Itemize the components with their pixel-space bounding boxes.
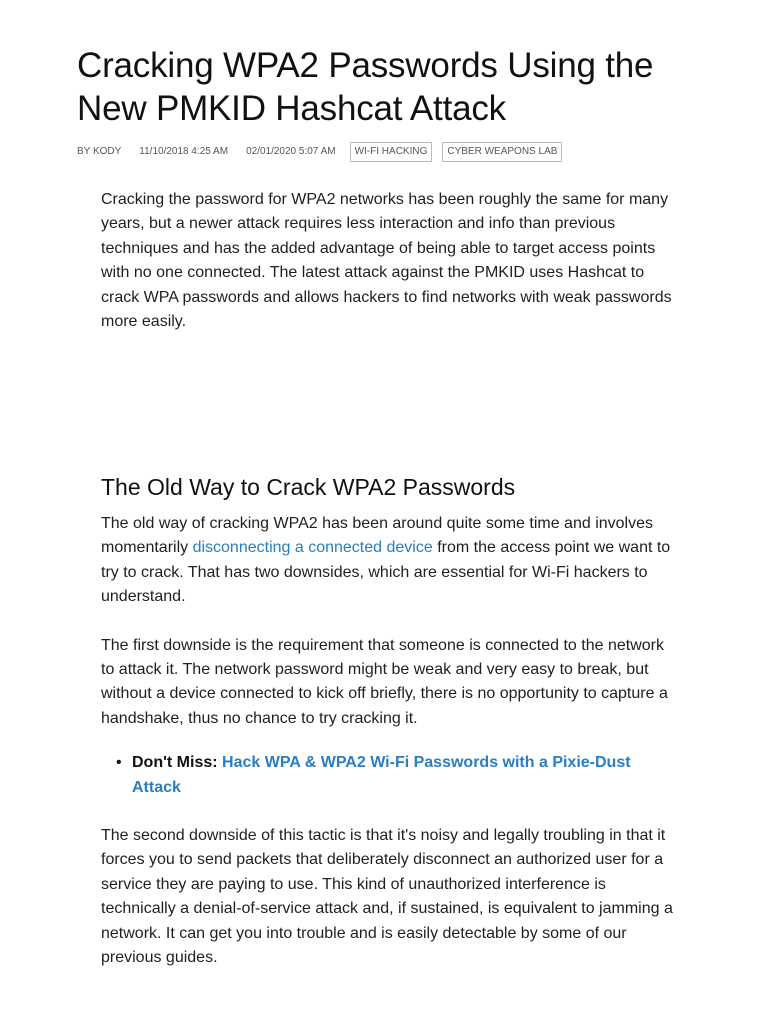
- bullet-icon: •: [116, 754, 122, 772]
- paragraph-text: The old way of cracking WPA2 has been around quite some time and involves momentarily: [101, 515, 653, 557]
- paragraph-old-way: [101, 512, 676, 610]
- section-heading: The Old Way to Crack WPA2 Passwords: [101, 474, 516, 500]
- article-body: [101, 512, 676, 971]
- paragraph-first-downside: The first downside is the requirement that someone is connected to the network to attack it. The network password might be weak and very easy to break, but without a device connected to kick off briefly, there is no opportunity to capture a handshake, thus no chance to try cracking it.: [101, 636, 668, 727]
- article-title: Cracking WPA2 Passwords Using the New PMKID Hashcat Attack: [77, 46, 654, 128]
- disconnect-device-link[interactable]: disconnecting a connected device: [192, 539, 433, 557]
- dont-miss-item: [101, 751, 676, 800]
- pixie-dust-link[interactable]: Hack WPA & WPA2 Wi-Fi Passwords with a Pixie-Dust Attack: [132, 754, 631, 796]
- updated-date: 02/01/2020 5:07 AM: [246, 146, 336, 157]
- paragraph-second-downside: The second downside of this tactic is that it's noisy and legally troubling in that it forces you to send packets that deliberately disconnect an authorized user for a service they are paying to use. This kind of unauthorized interference is technically a denial-of-service attack and, if sustained, is equivalent to jamming a network. It can get you into trouble and is easily detectable by some of our previous guides.: [101, 827, 673, 967]
- author-byline[interactable]: BY KODY: [77, 146, 122, 157]
- published-date: 11/10/2018 4:25 AM: [139, 146, 229, 157]
- article-intro: [101, 188, 676, 334]
- paragraph-text: from the access point we want to try to crack. That has two downsides, which are essential for Wi-Fi hackers to understand.: [101, 539, 671, 606]
- dont-miss-label: Don't Miss:: [132, 754, 223, 772]
- tag-cyber-weapons-lab[interactable]: CYBER WEAPONS LAB: [442, 142, 562, 162]
- tag-wifi-hacking[interactable]: WI-FI HACKING: [350, 142, 433, 162]
- intro-paragraph: Cracking the password for WPA2 networks has been roughly the same for many years, but a newer attack requires less interaction and info than previous techniques and has the added advantage of being able to target access points with no one connected. The latest attack against the PMKID uses Hashcat to crack WPA passwords and allows hackers to find networks with weak passwords more easily.: [101, 191, 672, 331]
- article-meta: [77, 141, 572, 162]
